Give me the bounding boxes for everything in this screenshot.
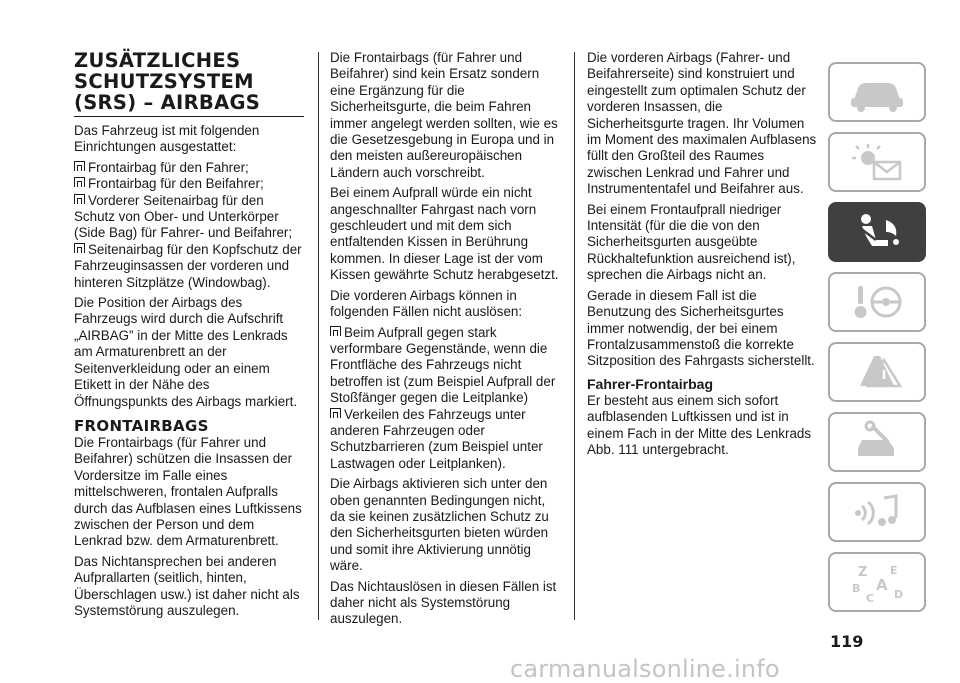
paragraph: Er besteht aus einem sich sofort aufblasenden Luftkissen und ist in einem Fach in der Mitte des Lenkrads Abb. 111 untergebracht. — [587, 392, 812, 457]
tab-safety[interactable] — [828, 202, 926, 262]
tab-warning-lights[interactable] — [828, 132, 926, 192]
tab-starting-driving[interactable] — [828, 272, 926, 332]
bullet-icon — [74, 177, 85, 187]
bullet-icon — [74, 243, 85, 253]
column-divider — [318, 52, 319, 620]
index-letter: B — [852, 582, 861, 595]
watermark: carmanualsonline.info — [510, 655, 780, 683]
bullet-icon — [74, 194, 85, 204]
car-icon — [846, 70, 908, 114]
column-divider — [574, 52, 575, 620]
page-title: ZUSÄTZLICHES SCHUTZSYSTEM (SRS) – AIRBAGS — [74, 50, 304, 117]
bullet-icon — [74, 161, 85, 171]
paragraph: Bei einem Frontaufprall niedriger Intensität (für die die von den Sicherheitsgurten ausgeübte Rückhaltefunktion ausreichend ist), sprechen die Airbags nicht an. — [587, 201, 796, 283]
column-2 — [330, 50, 560, 632]
paragraph: Die Frontairbags (für Fahrer und Beifahrer) sind kein Ersatz sondern eine Ergänzung für die Sicherheitsgurte, die beim Fahren immer angelegt werden sollten, wie es die Gesetzesgebung in Europa und in den meisten außereuropäischen Ländern auch vorschreibt. — [330, 50, 558, 180]
list-item: Verkeilen des Fahrzeugs unter anderen Fahrzeugen oder Schutzbarrieren (zum Beispiel unter Lastwagen oder Leitplanken). — [330, 406, 543, 471]
tab-index[interactable] — [828, 552, 926, 612]
intro-text: Das Fahrzeug ist mit folgenden Einrichtungen ausgestattet: — [74, 123, 260, 155]
tab-multimedia[interactable] — [828, 482, 926, 542]
index-letter: A — [876, 576, 888, 594]
paragraph: Bei einem Aufprall würde ein nicht angeschnallter Fahrgast nach vorn geschleudert und mit dem sich entfaltenden Kissen in Berührung kommen. In dieser Lage ist der vom Kissen gewährte Schutz herabgesetzt. — [330, 185, 559, 283]
index-letter: C — [866, 592, 875, 604]
paragraph: Die Airbags aktivieren sich unter den oben genannten Bedingungen nicht, da sie keinen zusätzlichen Schutz zu den Sicherheitsgurten bieten würden und somit ihre Aktivierung unnötig wäre. — [330, 476, 549, 574]
tab-emergency[interactable] — [828, 342, 926, 402]
paragraph: Die vorderen Airbags (Fahrer- und Beifahrerseite) sind konstruiert und eingestellt zum optimalen Schutz der vorderen Insassen, die Sicherheitsgurte tragen. Ihr Volumen im Moment des maximalen Aufblasens füllt den Großteil des Raumes zwischen Lenkrad und Fahrer und Instrumententafel und Beifahrer aus. — [587, 50, 817, 197]
subtitle-driver-airbag: Fahrer-Frontairbag — [587, 375, 714, 392]
key-steering-wheel-icon — [846, 280, 908, 324]
alphabet-index-icon — [846, 560, 908, 604]
list-item: Beim Aufprall gegen stark verformbare Gegenstände, wenn die Frontfläche des Fahrzeugs nicht betroffen ist (zum Beispiel Aufprall der Stoßfänger gegen die Leitplanke) — [330, 324, 556, 406]
index-letter: E — [890, 564, 898, 577]
nonresponse-text: Das Nichtansprechen bei anderen Aufprallarten (seitlich, hinten, Überschlagen usw.) ist daher nicht als Systemstörung auszulegen. — [74, 553, 300, 618]
section-title-frontairbags: FRONTAIRBAGS — [74, 416, 209, 435]
paragraph: Gerade in diesem Fall ist die Benutzung des Sicherheitsgurtes immer notwendig, der bei einem Frontalzusammenstoß die korrekte Sitzposition des Fahrgasts sicherstellt. — [587, 287, 815, 369]
bullet-icon — [330, 326, 341, 336]
tab-car[interactable] — [828, 62, 926, 122]
index-letter: Z — [858, 565, 868, 580]
paragraph: Das Nichtauslösen in diesen Fällen ist daher nicht als Systemstörung auszulegen. — [330, 578, 557, 627]
nondeploy-list — [330, 325, 560, 473]
page-number: 119 — [830, 632, 864, 651]
list-item: Frontairbag für den Beifahrer; — [74, 176, 304, 192]
front-text: Die Frontairbags (für Fahrer und Beifahrer) schützen die Insassen der Vordersitze im Falle eines mittelschweren, frontalen Aufpralls durch das Aufblasen eines Luftkissens zwischen der Person und dem Lenkrad bzw. dem Armaturenbrett. — [74, 434, 302, 549]
tab-maintenance[interactable] — [828, 412, 926, 472]
wrench-car-icon — [846, 420, 908, 464]
index-letter: D — [894, 588, 904, 601]
bullet-icon — [330, 408, 341, 418]
road-warning-icon — [846, 350, 908, 394]
list-item: Seitenairbag für den Kopfschutz der Fahrzeuginsassen der vorderen und hinteren Sitzplätze (Windowbag). — [74, 241, 302, 290]
equipment-list — [74, 160, 304, 291]
multimedia-icon — [846, 490, 908, 534]
seat-airbag-icon — [846, 210, 908, 254]
column-1 — [74, 50, 304, 623]
position-text: Die Position der Airbags des Fahrzeugs wird durch die Aufschrift „AIRBAG” in der Mitte des Lenkrads am Armaturenbrett an der Seitenverkleidung oder an einem Etikett in der Nähe des Öffnungspunkts des Airbags markiert. — [74, 295, 298, 409]
list-item: Frontairbag für den Fahrer; — [74, 160, 304, 176]
paragraph: Die vorderen Airbags können in folgenden Fällen nicht auslösen: — [330, 287, 523, 320]
chapter-sidebar — [828, 62, 928, 622]
list-item: Vorderer Seitenairbag für den Schutz von Ober- und Unterkörper (Side Bag) für Fahrer- und Beifahrer; — [74, 192, 293, 241]
warning-light-message-icon — [846, 140, 908, 184]
column-3 — [587, 50, 817, 462]
